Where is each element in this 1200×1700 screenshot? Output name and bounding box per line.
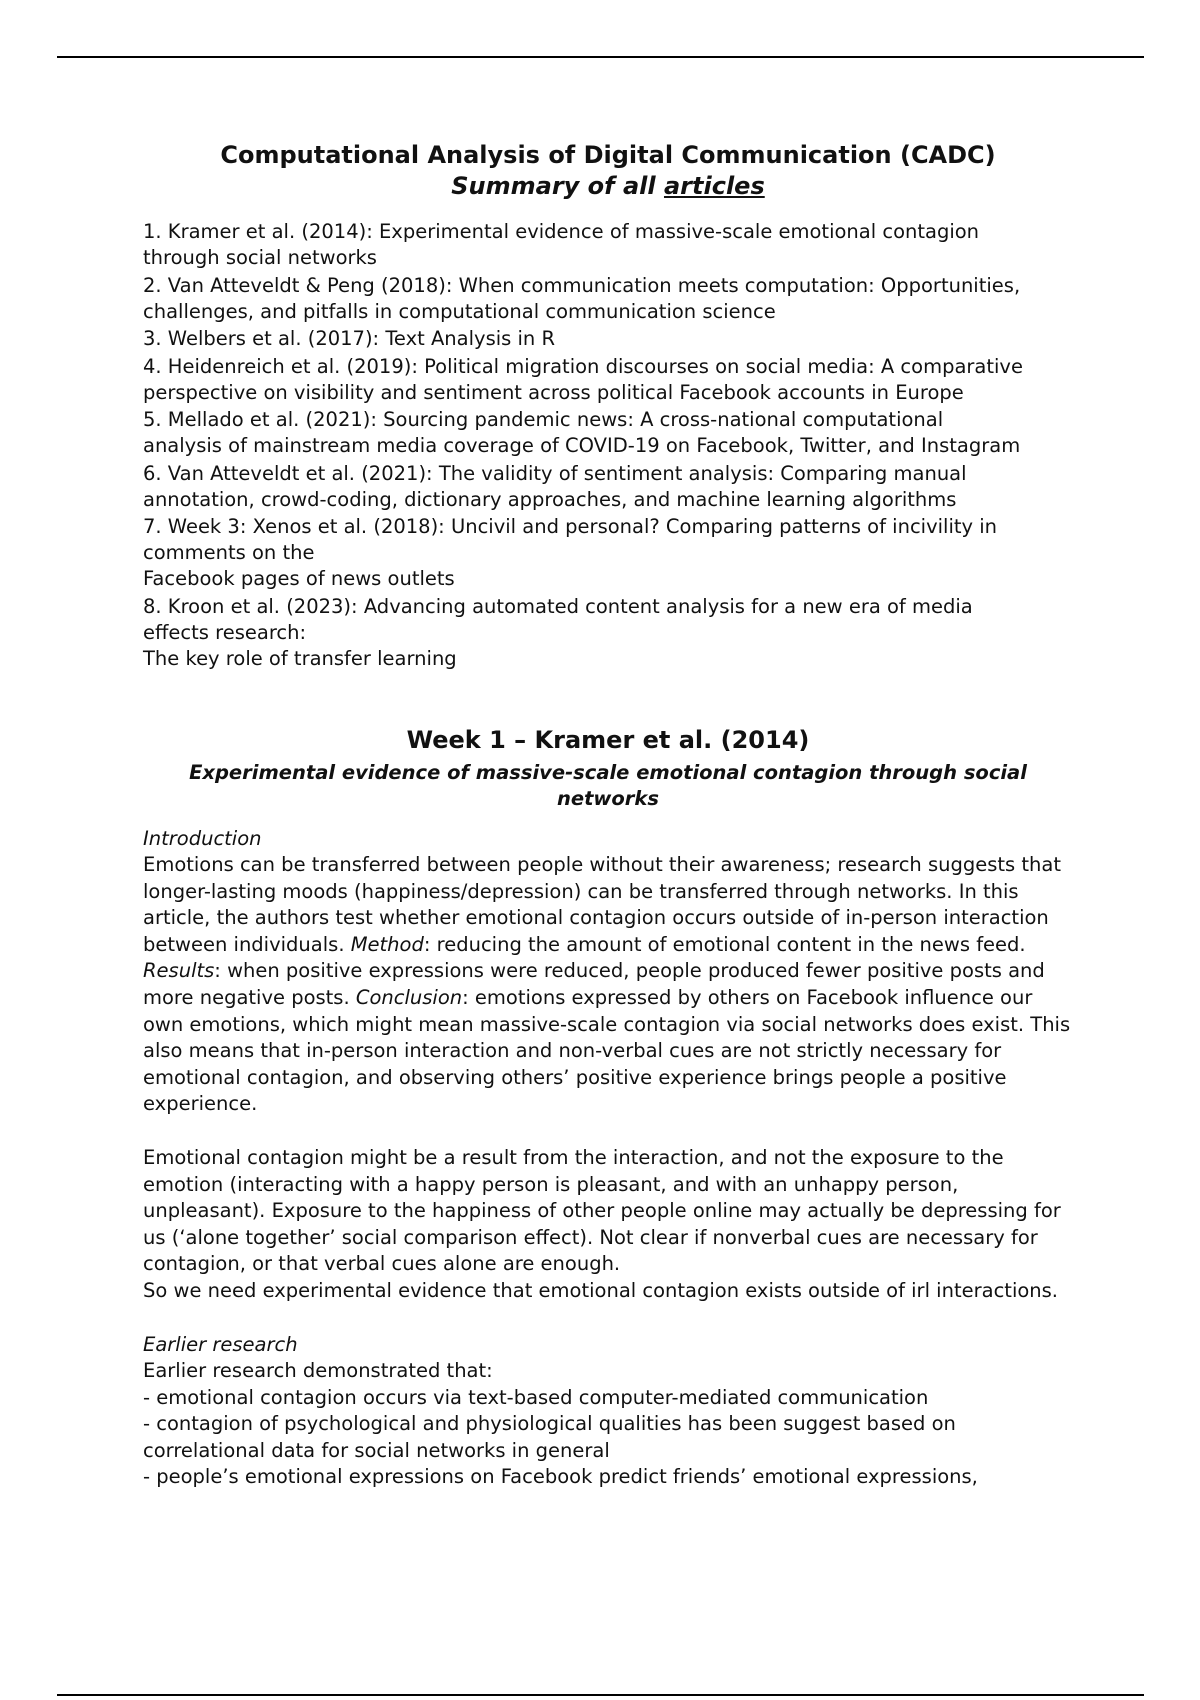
article-line: The key role of transfer learning [143, 646, 457, 670]
document-title: Computational Analysis of Digital Communication (CADC) [220, 141, 996, 169]
intro-text: : emotions expressed by others on Facebook influence our own emotions, which might mean massive-scale contagion via social networks does exist. This also means that in-person interaction and non-verbal cues are not strictly necessary for emotional contagion, and observing others’ positive experience brings people a positive experience. [143, 985, 1071, 1116]
week1-heading: Week 1 – Kramer et al. (2014) [406, 725, 810, 754]
article-line: Facebook pages of news outlets [143, 567, 455, 590]
header-rule [57, 56, 1144, 58]
experimental-evidence-paragraph: So we need experimental evidence that emotional contagion exists outside of irl interactions. [143, 1278, 1059, 1302]
article-line: 8. Kroon et al. (2023): Advancing automated content analysis for a new era of media [143, 594, 973, 618]
introduction-label: Introduction [143, 826, 262, 850]
subtitle-articles-link: articles [663, 172, 765, 200]
earlier-research-item: - emotional contagion occurs via text-based computer-mediated communication [143, 1385, 929, 1409]
subtitle-prefix: Summary of all [451, 172, 664, 200]
article-line: through social networks [143, 246, 377, 269]
article-list-item [143, 594, 1073, 672]
earlier-research-item: - contagion of psychological and physiological qualities has been suggest based on correlational data for social networks in general [143, 1412, 956, 1462]
intro-text: : when positive expressions were reduced, people produced fewer positive posts and more negative posts. [143, 959, 1045, 1009]
article-line: 7. Week 3: Xenos et al. (2018): Uncivil and personal? Comparing patterns of incivility in [143, 515, 998, 538]
article-list-item [143, 219, 1073, 271]
method-label: Method [350, 932, 424, 956]
article-line: 4. Heidenreich et al. (2019): Political migration discourses on social media: A comparative [143, 354, 1023, 378]
paragraph-spacer [143, 1305, 1073, 1332]
intro-text: : reducing the amount of emotional content in the news feed. [423, 932, 1026, 956]
contagion-paragraph: Emotional contagion might be a result from the interaction, and not the exposure to the emotion (interacting with a happy person is pleasant, and with an unhappy person, unpleasant). Exposure to the happiness of other people online may actually be depressing for us (‘alone together’ social comparison effect). Not clear if nonverbal cues are necessary for contagion, or that verbal cues alone are enough. [143, 1145, 1061, 1276]
article-line: perspective on visibility and sentiment across political Facebook accounts in Europe [143, 380, 964, 404]
article-list-item [143, 461, 1073, 513]
earlier-research-label: Earlier research [143, 1332, 298, 1356]
earlier-research-item: - people’s emotional expressions on Facebook predict friends’ emotional expressions, [143, 1465, 978, 1489]
article-line: 3. Welbers et al. (2017): Text Analysis in R [143, 327, 556, 350]
article-line: effects research: [143, 620, 307, 644]
article-list-item [143, 273, 1073, 325]
article-list [143, 219, 1073, 672]
earlier-research-intro: Earlier research demonstrated that: [143, 1359, 493, 1382]
article-line: challenges, and pitfalls in computational communication science [143, 299, 776, 323]
article-line: 6. Van Atteveldt et al. (2021): The validity of sentiment analysis: Comparing manual [143, 461, 967, 485]
article-list-item [143, 514, 1073, 592]
paragraph-spacer [143, 1118, 1073, 1145]
conclusion-label: Conclusion [355, 985, 463, 1009]
article-line: 2. Van Atteveldt & Peng (2018): When communication meets computation: Opportunities, [143, 273, 1021, 297]
document-subtitle [143, 171, 1073, 202]
article-list-item [143, 326, 1073, 352]
introduction-paragraph [143, 852, 1073, 1118]
article-list-item [143, 407, 1073, 459]
intro-text: Emotions can be transferred between people without their awareness; research suggests that longer-lasting moods (happiness/depression) can be transferred through networks. In this article, the authors test whether emotional contagion occurs outside of in-person interaction between individuals. [143, 853, 1062, 956]
article-line: 5. Mellado et al. (2021): Sourcing pandemic news: A cross-national computational [143, 408, 944, 431]
page-content [143, 140, 1073, 1491]
results-label: Results [143, 959, 215, 983]
article-line: annotation, crowd-coding, dictionary approaches, and machine learning algorithms [143, 487, 957, 511]
week1-subtitle: Experimental evidence of massive-scale emotional contagion through social networks [189, 760, 1027, 810]
footer-rule [57, 1694, 1144, 1696]
article-line: comments on the [143, 541, 315, 564]
article-list-item [143, 354, 1073, 406]
article-line: analysis of mainstream media coverage of COVID-19 on Facebook, Twitter, and Instagram [143, 434, 1021, 457]
article-line: 1. Kramer et al. (2014): Experimental evidence of massive-scale emotional contagion [143, 220, 980, 243]
